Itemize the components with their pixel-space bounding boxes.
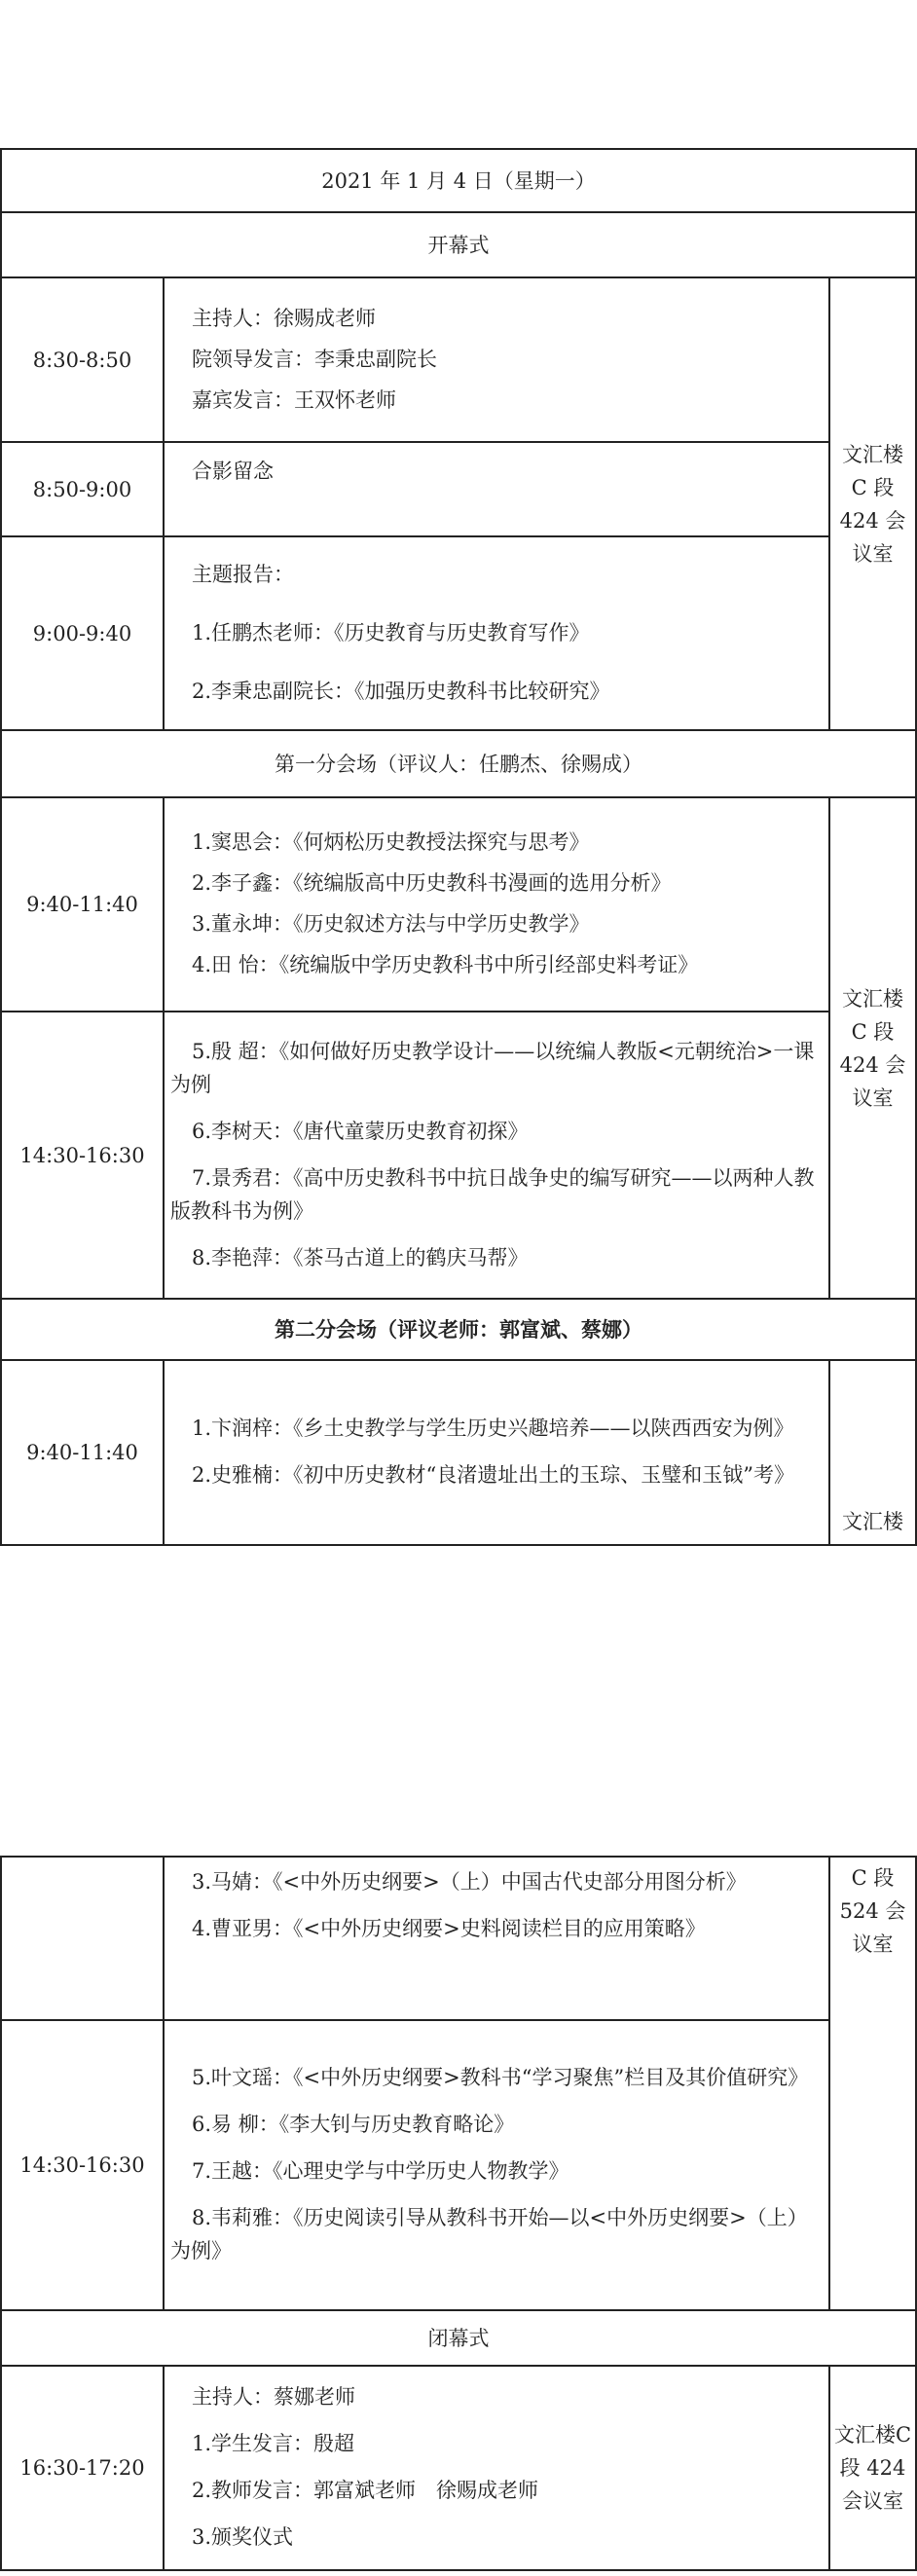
agenda-line: 8.韦莉雅：《历史阅读引导从教科书开始—以<中外历史纲要>（上）为例》	[170, 2206, 808, 2263]
agenda-line: 院领导发言：李秉忠副院长	[192, 347, 437, 371]
time-slot: 9:40-11:40	[1, 1360, 164, 1545]
agenda-content	[164, 2366, 829, 2570]
venue-cell: 文汇楼 C 段424 会议室	[829, 277, 916, 730]
time-slot	[1, 1857, 164, 2020]
agenda-line: 1.学生发言：殷超	[192, 2432, 355, 2455]
date-header: 2021 年 1 月 4 日（星期一）	[1, 149, 916, 212]
venue-cell: 文汇楼 C 段424 会议室	[829, 797, 916, 1299]
agenda-line: 6.李树天：《唐代童蒙历史教育初探》	[192, 1119, 529, 1143]
agenda-line: 3.董永坤：《历史叙述方法与中学历史教学》	[192, 912, 590, 936]
agenda-line: 主持人：蔡娜老师	[192, 2385, 355, 2409]
agenda-content	[164, 1857, 829, 2020]
agenda-line: 4.田 怡：《统编版中学历史教科书中所引经部史料考证》	[192, 953, 699, 976]
agenda-content	[164, 797, 829, 1012]
agenda-line: 1.窦思会：《何炳松历史教授法探究与思考》	[192, 830, 590, 854]
agenda-content	[164, 1012, 829, 1299]
venue-cell: C 段524 会议室	[829, 1857, 916, 2310]
opening-ceremony-title: 开幕式	[1, 212, 916, 277]
agenda-line: 3.颁奖仪式	[192, 2525, 294, 2549]
time-slot: 14:30-16:30	[1, 1012, 164, 1299]
agenda-line: 7.景秀君：《高中历史教科书中抗日战争史的编写研究——以两种人教版教科书为例》	[170, 1165, 815, 1223]
agenda-content	[164, 1360, 829, 1545]
agenda-line: 2.教师发言：郭富斌老师 徐赐成老师	[192, 2479, 539, 2502]
schedule-table-page-1	[0, 148, 917, 1546]
time-slot: 14:30-16:30	[1, 2020, 164, 2310]
agenda-line: 2.李秉忠副院长：《加强历史教科书比较研究》	[192, 679, 610, 703]
time-slot: 8:50-9:00	[1, 442, 164, 536]
time-slot: 9:40-11:40	[1, 797, 164, 1012]
venue-cell: 文汇楼C 段 424 会议室	[829, 2366, 916, 2570]
closing-ceremony-title: 闭幕式	[1, 2310, 916, 2366]
session-1-title: 第一分会场（评议人：任鹏杰、徐赐成）	[1, 730, 916, 797]
session-2-title: 第二分会场（评议老师：郭富斌、蔡娜）	[1, 1299, 916, 1360]
schedule-table-page-2	[0, 1856, 917, 2571]
agenda-content	[164, 442, 829, 536]
agenda-line: 2.史雅楠：《初中历史教材“良渚遗址出土的玉琮、玉璧和玉钺”考》	[192, 1463, 795, 1487]
agenda-line: 6.易 柳：《李大钊与历史教育略论》	[192, 2113, 515, 2136]
agenda-line: 4.曹亚男：《<中外历史纲要>史料阅读栏目的应用策略》	[192, 1917, 706, 1940]
time-slot: 9:00-9:40	[1, 536, 164, 730]
agenda-line: 5.殷 超：《如何做好历史教学设计——以统编人教版<元朝统治>一课为例	[170, 1039, 815, 1096]
time-slot: 16:30-17:20	[1, 2366, 164, 2570]
agenda-line: 嘉宾发言：王双怀老师	[192, 387, 396, 412]
time-slot: 8:30-8:50	[1, 277, 164, 442]
agenda-line: 1.任鹏杰老师：《历史教育与历史教育写作》	[192, 620, 590, 644]
agenda-line: 2.李子鑫：《统编版高中历史教科书漫画的选用分析》	[192, 871, 672, 895]
agenda-content	[164, 277, 829, 442]
agenda-line: 合影留念	[192, 460, 274, 483]
venue-cell: 文汇楼	[829, 1360, 916, 1545]
agenda-line: 3.马婧：《<中外历史纲要>（上）中国古代史部分用图分析》	[192, 1870, 747, 1894]
agenda-line: 7.王越：《心理史学与中学历史人物教学》	[192, 2159, 569, 2183]
agenda-line: 主题报告：	[192, 562, 294, 586]
agenda-content	[164, 2020, 829, 2310]
agenda-line: 主持人：徐赐成老师	[192, 306, 376, 330]
agenda-line: 5.叶文瑶：《<中外历史纲要>教科书“学习聚焦”栏目及其价值研究》	[192, 2066, 809, 2089]
agenda-line: 8.李艳萍：《茶马古道上的鹤庆马帮》	[192, 1245, 529, 1270]
agenda-content	[164, 536, 829, 730]
agenda-line: 1.卞润梓：《乡土史教学与学生历史兴趣培养——以陕西西安为例》	[192, 1417, 794, 1440]
